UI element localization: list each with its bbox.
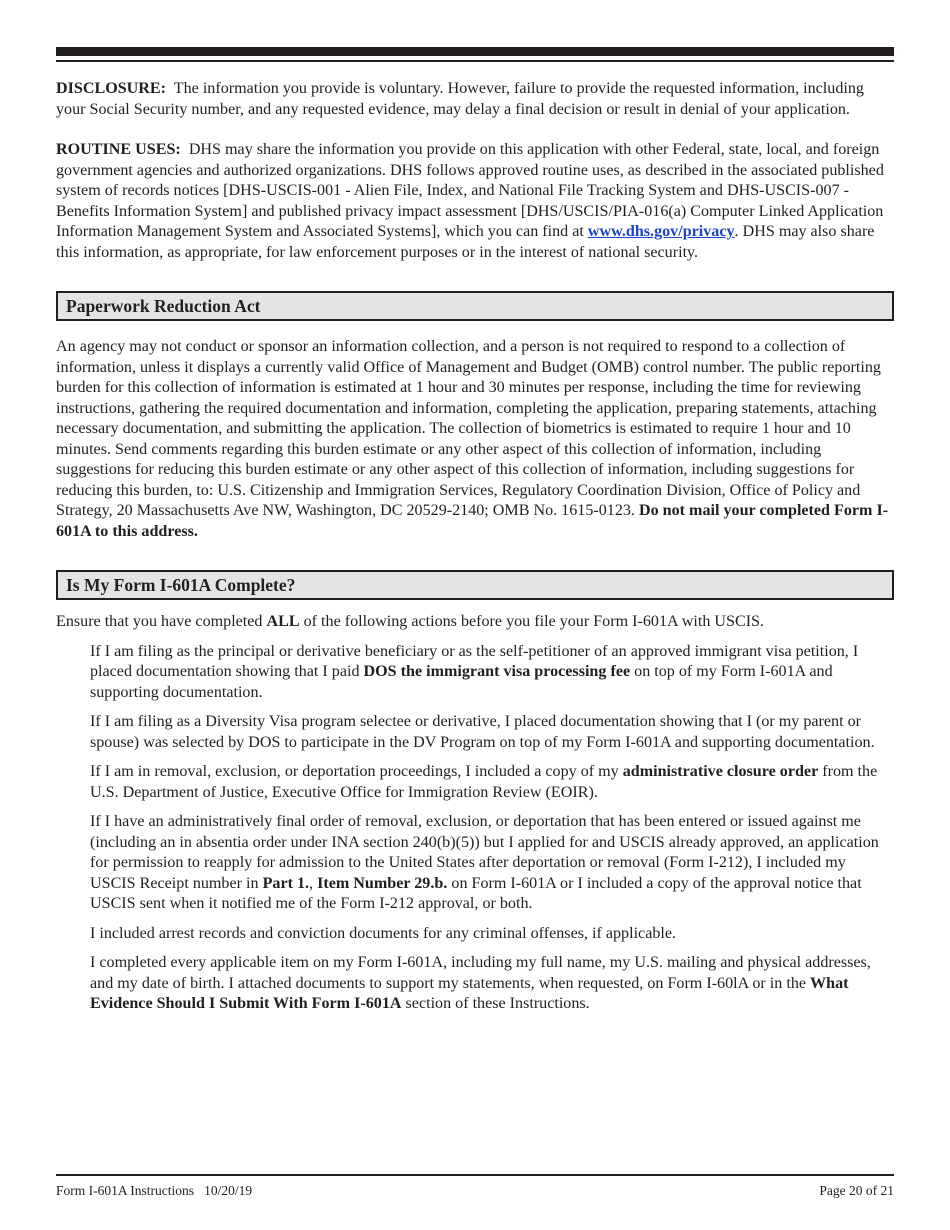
complete-section-heading: Is My Form I-601A Complete? bbox=[56, 570, 894, 600]
disclosure-paragraph bbox=[56, 79, 894, 120]
page-content bbox=[56, 79, 894, 1015]
paperwork-text: An agency may not conduct or sponsor an information collection, and a person is not required to respond to a collection of information, unless it displays a currently valid Office of Management and Budget (OMB) control number. The public reporting burden for this collection of information is estimated at 1 hour and 30 minutes per response, including the time for reviewing instructions, gathering the required documentation and information, completing the application, preparing statements, attaching necessary documentation, and submitting the application. The collection of biometrics is estimated to require 1 hour and 10 minutes. Send comments regarding this burden estimate or any other aspect of this collection of information, including suggestions for reducing this burden estimate or any other aspect of this collection of information, including suggestions for reducing this burden, to: U.S. Citizenship and Immigration Services, Regulatory Coordination Division, Office of Policy and Strategy, 20 Massachusetts Ave NW, Washington, DC 20529-2140; OMB No. 1615-0123. bbox=[56, 338, 881, 519]
paperwork-section-heading: Paperwork Reduction Act bbox=[56, 291, 894, 321]
paperwork-paragraph bbox=[56, 337, 894, 542]
footer-rule bbox=[56, 1174, 894, 1176]
item4-before: If I have an administratively final order of removal, exclusion, or deportation that has been entered or issued against me (including an in absentia order under INA section 240(b)(5)) but I applied for and USCIS already approved, an application for permission to reapply for admission to the United States after deportation or removal (Form I-212), I included my USCIS Receipt number in bbox=[90, 813, 879, 892]
paperwork-bold-note: Do not mail your completed Form I-601A to this address. bbox=[56, 502, 889, 540]
disclosure-label: DISCLOSURE: bbox=[56, 80, 167, 97]
document-page bbox=[56, 0, 894, 1230]
privacy-link[interactable]: www.dhs.gov/privacy bbox=[587, 223, 735, 240]
checklist-item-5: I included arrest records and conviction documents for any criminal offenses, if applicable. bbox=[90, 924, 677, 942]
item3-after: from the U.S. Department of Justice, Executive Office for Immigration Review (EOIR). bbox=[90, 763, 878, 801]
item4-bold-item-number: Item Number 29.b. bbox=[317, 874, 448, 892]
item1-before: If I am filing as the principal or derivative beneficiary or as the self-petitioner of an approved immigrant visa petition, I placed documentation showing that I paid bbox=[90, 642, 859, 680]
routine-uses-text-after: . DHS may also share this information, as appropriate, for law enforcement purposes or in the interest of national security. bbox=[56, 223, 875, 261]
complete-intro bbox=[56, 612, 894, 633]
footer-page-number: Page 20 of 21 bbox=[819, 1183, 894, 1198]
item6-after: section of these Instructions. bbox=[405, 995, 590, 1012]
item6-before: I completed every applicable item on my Form I-601A, including my full name, my U.S. mailing and physical addresses, and my date of birth. I attached documents to support my statements, when requested, on Form I-60lA or in the bbox=[90, 954, 871, 992]
item4-after: on Form I-601A or I included a copy of the approval notice that USCIS sent when it notified me of the Form I-212 approval, or both. bbox=[90, 874, 862, 912]
routine-uses-label: ROUTINE USES: bbox=[56, 141, 181, 158]
complete-intro-before: Ensure that you have completed bbox=[56, 613, 263, 630]
routine-uses-paragraph bbox=[56, 140, 894, 263]
checklist-item-4 bbox=[90, 812, 894, 915]
disclosure-text: The information you provide is voluntary. However, failure to provide the requested information, including your Social Security number, and any requested evidence, may delay a final decision or result in denial of your application. bbox=[56, 80, 864, 118]
complete-intro-bold: ALL bbox=[266, 613, 300, 630]
complete-intro-after: of the following actions before you file your Form I-601A with USCIS. bbox=[303, 613, 765, 630]
item3-bold: administrative closure order bbox=[622, 763, 819, 780]
item4-bold-part: Part 1. bbox=[262, 874, 310, 892]
header-rule-thick bbox=[56, 47, 894, 56]
checklist-item-3 bbox=[90, 762, 894, 803]
header-rule-thin bbox=[56, 60, 894, 62]
checklist-item-6 bbox=[90, 953, 894, 1015]
item1-bold: DOS the immigrant visa processing fee bbox=[363, 663, 631, 680]
checklist-item-1 bbox=[90, 642, 894, 704]
footer-form-info: Form I-601A Instructions 10/20/19 bbox=[56, 1183, 253, 1198]
checklist-item-2: If I am filing as a Diversity Visa program selectee or derivative, I placed documentation showing that I (or my parent or spouse) was selected by DOS to participate in the DV Program on top of my Form I-601A and supporting documentation. bbox=[90, 713, 875, 751]
item3-before: If I am in removal, exclusion, or deportation proceedings, I included a copy of my bbox=[90, 763, 619, 780]
item1-after: on top of my Form I-601A and supporting documentation. bbox=[90, 663, 833, 701]
item4-mid: , bbox=[309, 874, 314, 892]
item6-bold: What Evidence Should I Submit With Form I-601A bbox=[90, 974, 849, 1012]
routine-uses-text: DHS may share the information you provide on this application with other Federal, state, local, and foreign government agencies and authorized organizations. DHS follows approved routine uses, as described in the associated published system of records notices [DHS-USCIS-001 - Alien File, Index, and National File Tracking System and DHS-USCIS-007 - Benefits Information System] and published privacy impact assessment [DHS/USCIS/PIA-016(a) Computer Linked Application Information Management System and Associated Systems], which you can find at bbox=[56, 141, 884, 240]
